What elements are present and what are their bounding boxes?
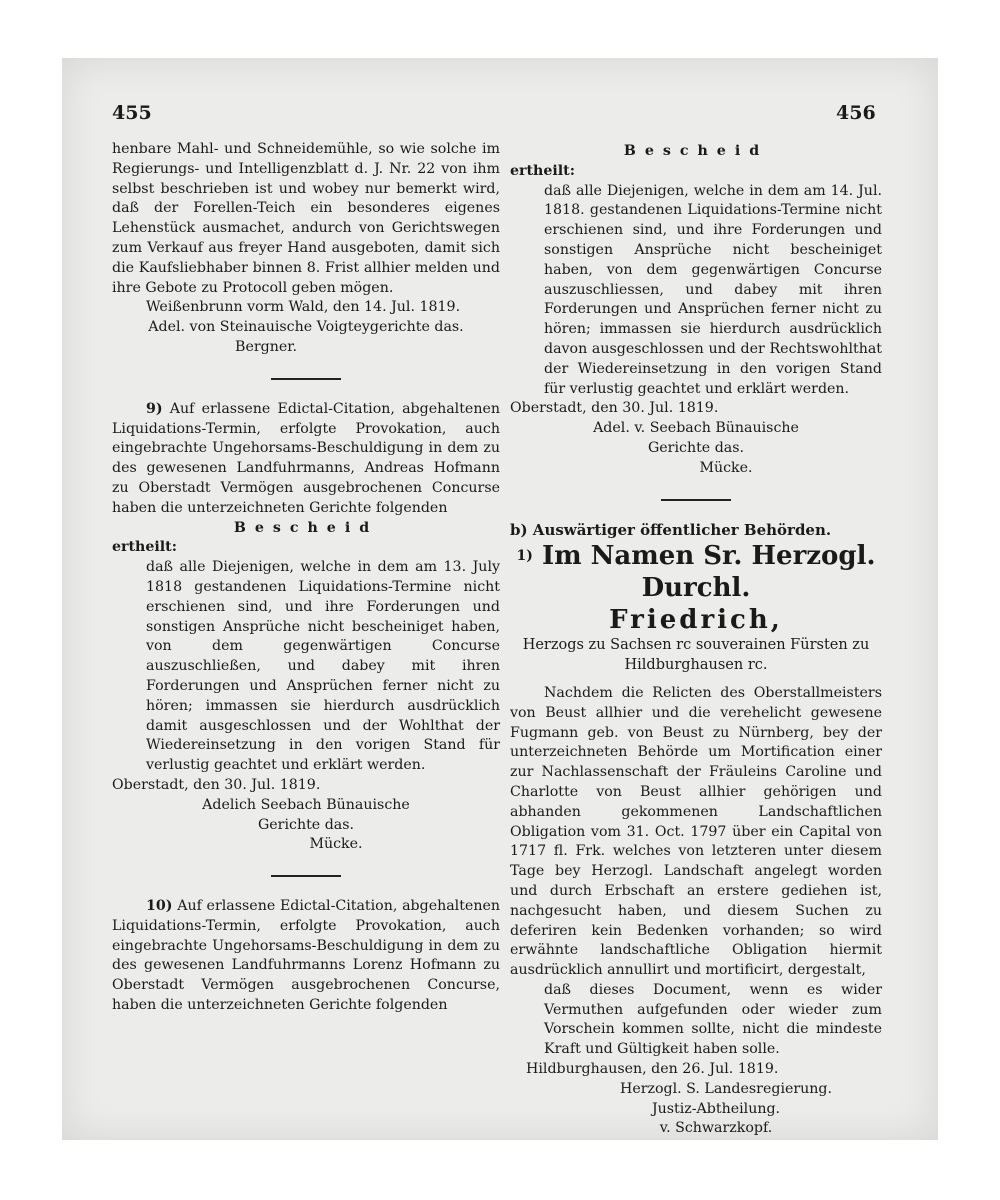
erteilt-label: ertheilt:	[112, 539, 177, 556]
signature-court-2: Adelich Seebach Bünauische	[202, 796, 410, 813]
ruling-text-right: daß alle Diejenigen, welche in dem am 14. Jul. 1818. gestandenen Liquidations-Termine nicht erschienen sind, und ihre Forderungen und sonstigen Ansprüche nicht bescheiniget haben, von dem gegenwärtigen Concurse auszuschliessen, und dabey mit ihren Forderungen und Ansprüchen ferner nicht zu hören; immassen sie hierdurch ausdrücklich davon ausgeschlossen und der Rechtswohlthat der Wiedereinsetzung in den vorigen Stand für verlustig geachtet und erklärt werden.	[544, 182, 882, 397]
proclamation-title: Im Namen Sr. Herzogl. Durchl.	[541, 541, 876, 604]
page-number-right: 456	[836, 102, 876, 124]
item-10-number: 10)	[146, 898, 173, 915]
signature-court-2b: Gerichte das.	[257, 816, 355, 833]
signature-name: Bergner.	[235, 338, 297, 355]
section-b-heading: b) Auswärtiger öffentlicher Behörden.	[510, 520, 832, 539]
date-oberstadt: Oberstadt, den 30. Jul. 1819.	[112, 776, 321, 793]
signature-department: Justiz-Abtheilung.	[651, 1100, 781, 1117]
bescheid-heading-right: Bescheid	[623, 143, 769, 159]
signature-court-right-b: Gerichte das.	[647, 439, 745, 456]
item-10-body: Auf erlassene Edictal-Citation, abgehaltenen Liquidations-Termin, erfolgte Provokation, auch eingebrachte Ungehorsams-Beschuldigung in dem zu des gewesenen Landfuhrmanns Lorenz Hofmann zu Oberstadt Vermögen ausgebrochenen Concurse, haben die unterzeichneten Gerichte folgenden	[112, 898, 500, 1014]
duke-title: Herzogs zu Sachsen rc souverainen Fürsten zu Hildburghausen rc.	[522, 637, 870, 674]
divider	[661, 499, 731, 501]
signature-name-right: Mücke.	[699, 459, 753, 476]
duke-name: Friedrich,	[609, 605, 783, 636]
divider	[271, 875, 341, 877]
signature-court-right: Adel. v. Seebach Bünauische	[593, 420, 799, 437]
page-number-left: 455	[112, 102, 152, 124]
signature-name-2: Mücke.	[309, 836, 363, 853]
continued-paragraph: henbare Mahl- und Schneidemühle, so wie solche im Regierungs- und Intelligenzblatt d. J. Nr. 22 von ihm selbst beschrieben ist und wobey nur bemerkt wird, daß der Forellen-Teich ein besonderes eigenes Lehenstück ausmachet, andurch von Gerichtswegen zum Verkauf aus freyer Hand ausgeboten, damit sich die Kaufsliebhaber binnen 8. Frist allhier melden und ihre Gebote zu Protocoll geben mögen.	[112, 141, 500, 296]
signature-name-schwarzkopf: v. Schwarzkopf.	[659, 1120, 773, 1137]
ruling-text: daß alle Diejenigen, welche in dem am 13. July 1818 gestandenen Liquidations-Termine nicht erschienen sind, und ihre Forderungen und sonstigen Ansprüche nicht bescheiniget haben, von dem gegenwärtigen Concurse auszuschließen, und dabey mit ihren Forderungen und Ansprüchen ferner nicht zu hören; immassen sie hierdurch ausdrücklich damit ausgeschlossen und der Wohlthat der Wiedereinsetzung in den vorigen Stand für verlustig geachtet und erklärt werden.	[146, 559, 500, 774]
proclamation-heading	[510, 540, 882, 604]
item-9-body: Auf erlassene Edictal-Citation, abgehaltenen Liquidations-Termin, erfolgte Provokation, auch eingebrachte Ungehorsams-Beschuldigung in dem zu des gewesenen Landfuhrmanns, Andreas Hofmann zu Oberstadt Vermögen ausgebrochenen Concurse haben die unterzeichneten Gerichte folgenden	[112, 400, 500, 516]
item-1-number: 1)	[516, 548, 533, 565]
date-hildburghausen: Hildburghausen, den 26. Jul. 1819.	[526, 1061, 779, 1078]
item-9-number: 9)	[146, 400, 163, 417]
decree-paragraph: Nachdem die Relicten des Oberstallmeisters von Beust allhier und die verehelicht gewesene Fugmann geb. von Beust zu Nürnberg, bey der unterzeichneten Behörde um Mortification einer zur Nachlassenschaft der Fräuleins Caroline und Charlotte von Beust allhier gehörigen und abhanden gekommenen Landschaftlichen Obligation vom 31. Oct. 1797 über ein Capital von 1717 fl. Frk. welches von letzteren unter diesem Tage bey Herzogl. Landschaft angelegt worden und durch Erbschaft an erstere gediehen ist, nachgesucht haben, und diesem Suchen zu deferiren kein Bedenken vorhanden; so wird erwähnte landschaftliche Obligation hiermit ausdrücklich annullirt und mortificirt, dergestalt,	[510, 684, 882, 979]
bescheid-heading: Bescheid	[233, 519, 379, 536]
signature-court: Adel. von Steinauische Voigteygerichte das.	[148, 319, 464, 336]
date-oberstadt-right: Oberstadt, den 30. Jul. 1819.	[510, 400, 719, 417]
divider	[271, 378, 341, 380]
decree-clause: daß dieses Document, wenn es wider Vermuthen aufgefunden oder wieder zum Vorschein kommen sollte, nicht die mindeste Kraft und Gültigkeit haben solle.	[544, 981, 882, 1058]
date-weissenbrunn: Weißenbrunn vorm Wald, den 14. Jul. 1819.	[146, 299, 461, 316]
erteilt-label-right: ertheilt:	[510, 162, 575, 179]
left-column	[112, 140, 500, 1016]
right-column	[510, 140, 882, 1139]
item-10-text	[112, 897, 500, 1016]
signature-government: Herzogl. S. Landesregierung.	[619, 1080, 833, 1097]
item-9-text	[112, 400, 500, 519]
